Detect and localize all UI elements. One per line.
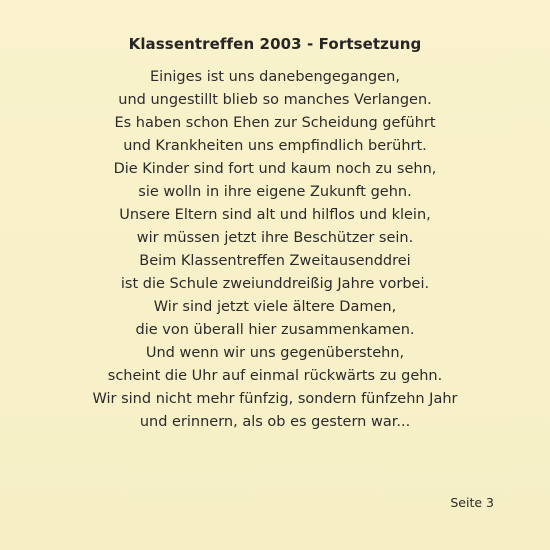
poem-line: scheint die Uhr auf einmal rückwärts zu gehn. bbox=[107, 368, 443, 384]
poem-line: Es haben schon Ehen zur Scheidung geführt bbox=[114, 115, 436, 131]
poem-body bbox=[0, 66, 550, 434]
poem-line: sie wolln in ihre eigene Zukunft gehn. bbox=[138, 184, 412, 200]
poem-line: wir müssen jetzt ihre Beschützer sein. bbox=[136, 230, 414, 246]
page-number: Seite 3 bbox=[450, 495, 494, 510]
poem-line: Unsere Eltern sind alt und hilflos und klein, bbox=[119, 207, 431, 223]
poem-line: Einiges ist uns danebengegangen, bbox=[150, 69, 400, 85]
poem-line: Wir sind nicht mehr fünfzig, sondern fünfzehn Jahr bbox=[92, 391, 458, 407]
poem-line: und erinnern, als ob es gestern war... bbox=[139, 414, 411, 430]
poem-line: Und wenn wir uns gegenüberstehn, bbox=[145, 345, 405, 361]
poem-line: Beim Klassentreffen Zweitausenddrei bbox=[139, 253, 411, 269]
poem-line: ist die Schule zweiunddreißig Jahre vorbei. bbox=[120, 276, 430, 292]
poem-line: Wir sind jetzt viele ältere Damen, bbox=[153, 299, 397, 315]
poem-line: die von überall hier zusammenkamen. bbox=[135, 322, 415, 338]
page-title: Klassentreffen 2003 - Fortsetzung bbox=[128, 35, 422, 53]
poem-line: Die Kinder sind fort und kaum noch zu sehn, bbox=[113, 161, 437, 177]
poem-line: und ungestillt blieb so manches Verlangen. bbox=[118, 92, 432, 108]
poem-line: und Krankheiten uns empfindlich berührt. bbox=[123, 138, 427, 154]
